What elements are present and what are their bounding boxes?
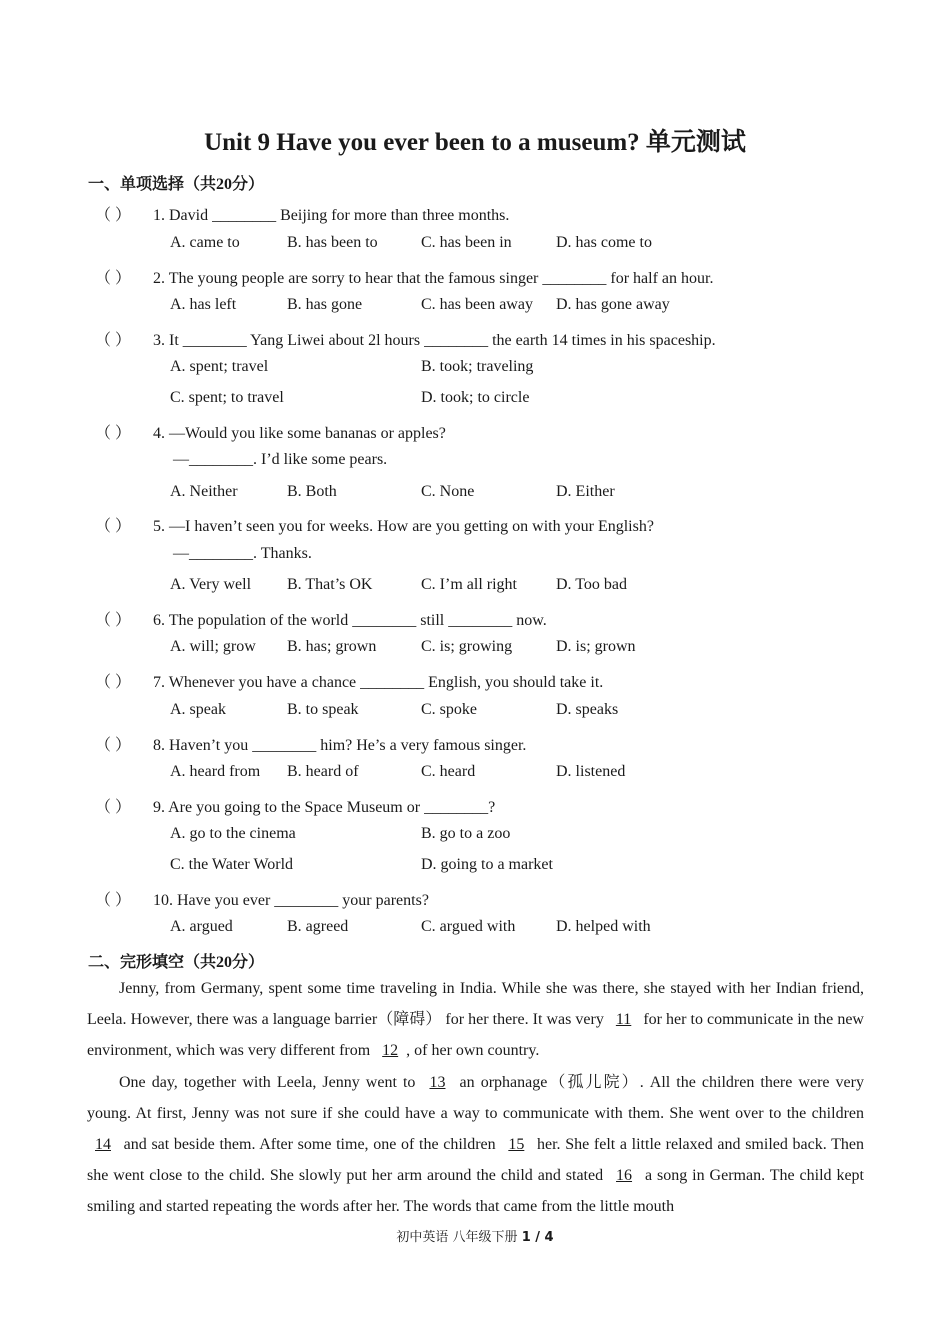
footer-course: 初中英语 八年级下册 bbox=[396, 1230, 522, 1245]
option-a: A. speak bbox=[170, 701, 226, 718]
question-reply: —________. Thanks. bbox=[173, 545, 312, 562]
question-stem: 6. The population of the world ________ still ________ now. bbox=[153, 612, 547, 629]
question-2 bbox=[95, 265, 713, 288]
question-stem: 4. —Would you like some bananas or apples? bbox=[153, 425, 446, 442]
option-d: D. has come to bbox=[556, 234, 652, 251]
page-footer bbox=[0, 1226, 950, 1245]
option-d: D. speaks bbox=[556, 701, 619, 718]
answer-paren[interactable]: （ ） bbox=[95, 270, 132, 287]
option-b: B. took; traveling bbox=[421, 358, 534, 375]
option-c: C. the Water World bbox=[170, 856, 294, 873]
question-reply: —________. I’d like some pears. bbox=[173, 451, 388, 468]
option-a: A. go to the cinema bbox=[170, 825, 296, 842]
option-c: C. is; growing bbox=[421, 638, 513, 655]
question-stem: 1. David ________ Beijing for more than three months. bbox=[153, 207, 510, 224]
paragraph-1: Jenny, from Germany, spent some time traveling in India. While she was there, she stayed with her Indian friend, Leela. However, there was a language barrier（障碍） for her there. It was very 11 for her to communicate in the new environment, which was very different from 12 , of her own country. bbox=[87, 980, 864, 1060]
option-c: C. spoke bbox=[421, 701, 477, 718]
option-b: B. has gone bbox=[287, 296, 363, 313]
question-4 bbox=[95, 420, 446, 443]
option-d: D. is; grown bbox=[556, 638, 636, 655]
blank-13[interactable]: 13 bbox=[429, 1073, 446, 1091]
option-a: A. has left bbox=[170, 296, 237, 313]
question-stem: 2. The young people are sorry to hear that the famous singer ________ for half an hour. bbox=[153, 270, 714, 287]
answer-paren[interactable]: （ ） bbox=[95, 799, 132, 816]
question-stem: 3. It ________ Yang Liwei about 2l hours ________ the earth 14 times in his spaceship. bbox=[153, 332, 716, 349]
option-a: A. argued bbox=[170, 918, 233, 935]
page-title: Unit 9 Have you ever been to a museum? 单元测试 bbox=[204, 129, 746, 156]
blank-15[interactable]: 15 bbox=[508, 1136, 525, 1154]
option-a: A. spent; travel bbox=[170, 358, 269, 375]
option-c: C. heard bbox=[421, 763, 476, 780]
answer-paren[interactable]: （ ） bbox=[95, 518, 132, 535]
page-number: 1 / 4 bbox=[521, 1230, 554, 1245]
answer-paren[interactable]: （ ） bbox=[95, 892, 132, 909]
paragraph-2: One day, together with Leela, Jenny went to 13 an orphanage（孤儿院）. All the children there were very young. At first, Jenny was not sure if she could have a way to communicate with them. She went over to the children 14 and sat beside them. After some time, one of the children 15 her. She felt a little relaxed and smiled back. Then she went close to the child. She slowly put her arm around the child and stated 16 a song in German. The child kept smiling and started repeating the words after her. The words that came from the little mouth bbox=[87, 1073, 864, 1216]
question-8 bbox=[95, 732, 526, 755]
option-d: D. took; to circle bbox=[421, 389, 530, 406]
blank-16[interactable]: 16 bbox=[616, 1167, 633, 1185]
question-stem: 9. Are you going to the Space Museum or ________? bbox=[153, 799, 496, 816]
answer-paren[interactable]: （ ） bbox=[95, 207, 132, 224]
option-d: D. has gone away bbox=[556, 296, 670, 313]
question-9 bbox=[95, 794, 495, 817]
answer-paren[interactable]: （ ） bbox=[95, 674, 132, 691]
option-c: C. argued with bbox=[421, 918, 516, 935]
question-stem: 7. Whenever you have a chance ________ English, you should take it. bbox=[153, 674, 604, 691]
option-d: D. Either bbox=[556, 483, 615, 500]
option-b: B. has been to bbox=[287, 234, 378, 251]
option-b: B. Both bbox=[287, 483, 337, 500]
option-d: D. helped with bbox=[556, 918, 651, 935]
answer-paren[interactable]: （ ） bbox=[95, 737, 132, 754]
cloze-passage bbox=[87, 973, 864, 1223]
option-c: C. spent; to travel bbox=[170, 389, 284, 406]
option-d: D. going to a market bbox=[421, 856, 553, 873]
blank-12[interactable]: 12 bbox=[382, 1042, 399, 1060]
question-stem: 8. Haven’t you ________ him? He’s a very famous singer. bbox=[153, 737, 527, 754]
option-b: B. go to a zoo bbox=[421, 825, 511, 842]
question-1 bbox=[95, 202, 509, 225]
option-b: B. heard of bbox=[287, 763, 359, 780]
option-c: C. None bbox=[421, 483, 475, 500]
answer-paren[interactable]: （ ） bbox=[95, 332, 132, 349]
blank-14[interactable]: 14 bbox=[95, 1136, 111, 1154]
option-a: A. Neither bbox=[170, 483, 238, 500]
question-5 bbox=[95, 513, 654, 536]
blank-11[interactable]: 11 bbox=[615, 1011, 632, 1029]
option-b: B. agreed bbox=[287, 918, 349, 935]
question-stem: 10. Have you ever ________ your parents? bbox=[153, 892, 429, 909]
option-a: A. heard from bbox=[170, 763, 261, 780]
option-c: C. has been away bbox=[421, 296, 533, 313]
option-c: C. I’m all right bbox=[421, 576, 517, 593]
answer-paren[interactable]: （ ） bbox=[95, 425, 132, 442]
question-3 bbox=[95, 327, 716, 350]
option-d: D. Too bad bbox=[556, 576, 628, 593]
question-7 bbox=[95, 669, 603, 692]
option-a: A. will; grow bbox=[170, 638, 256, 655]
answer-paren[interactable]: （ ） bbox=[95, 612, 132, 629]
option-a: A. Very well bbox=[170, 576, 252, 593]
question-10 bbox=[95, 887, 429, 910]
option-b: B. to speak bbox=[287, 701, 359, 718]
option-b: B. has; grown bbox=[287, 638, 377, 655]
option-a: A. came to bbox=[170, 234, 240, 251]
option-c: C. has been in bbox=[421, 234, 512, 251]
option-d: D. listened bbox=[556, 763, 626, 780]
section1-heading: 一、单项选择（共20分） bbox=[88, 176, 265, 193]
question-stem: 5. —I haven’t seen you for weeks. How are you getting on with your English? bbox=[153, 518, 654, 535]
question-6 bbox=[95, 607, 547, 630]
section2-heading: 二、完形填空（共20分） bbox=[88, 954, 265, 971]
option-b: B. That’s OK bbox=[287, 576, 373, 593]
